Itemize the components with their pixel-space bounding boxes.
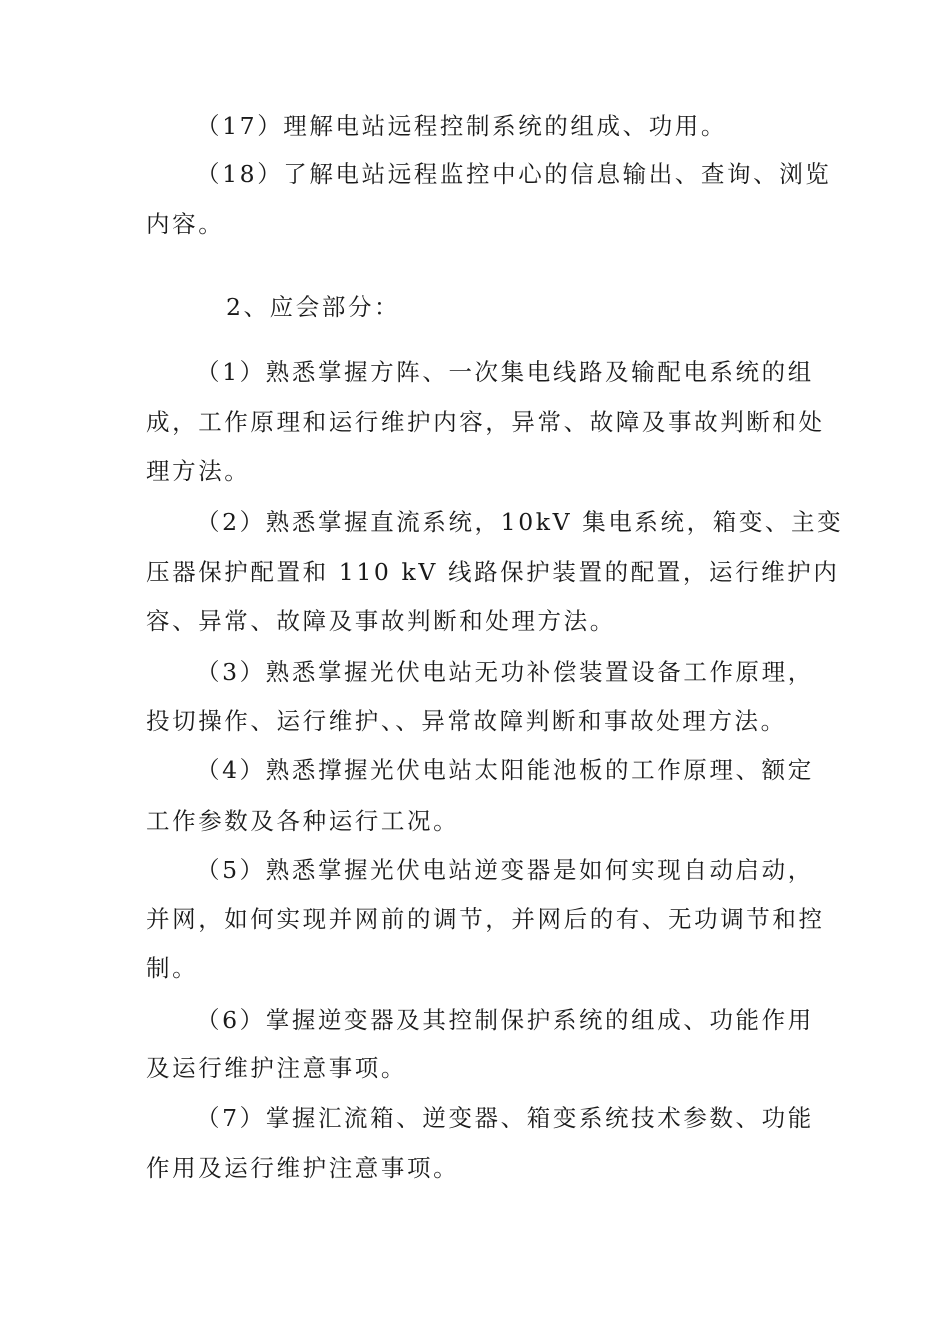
item-4-line-1: （4）熟悉撑握光伏电站太阳能池板的工作原理、额定 [196, 756, 814, 784]
item-5-line-2: 并网，如何实现并网前的调节，并网后的有、无功调节和控 [146, 905, 825, 933]
item-17-line-1: （17）理解电站远程控制系统的组成、功用。 [196, 112, 728, 140]
item-7-line-2: 作用及运行维护注意事项。 [146, 1154, 460, 1182]
item-2-line-3: 容、异常、故障及事故判断和处理方法。 [146, 607, 616, 635]
item-6-line-1: （6）掌握逆变器及其控制保护系统的组成、功能作用 [196, 1006, 814, 1034]
item-7-line-1: （7）掌握汇流箱、逆变器、箱变系统技术参数、功能 [196, 1104, 814, 1132]
item-1-line-2: 成，工作原理和运行维护内容，异常、故障及事故判断和处 [146, 408, 825, 436]
item-1-line-3: 理方法。 [146, 457, 251, 485]
item-5-line-3: 制。 [146, 954, 199, 982]
item-2-line-2: 压器保护配置和 110 kV 线路保护装置的配置，运行维护内 [146, 558, 840, 586]
item-4-line-2: 工作参数及各种运行工况。 [146, 807, 460, 835]
item-1-line-1: （1）熟悉掌握方阵、一次集电线路及输配电系统的组 [196, 358, 814, 386]
item-5-line-1: （5）熟悉掌握光伏电站逆变器是如何实现自动启动， [196, 856, 814, 884]
item-18-line-2: 内容。 [146, 210, 225, 238]
section-heading: 2、应会部分： [226, 293, 401, 321]
item-2-line-1: （2）熟悉掌握直流系统，10kV 集电系统，箱变、主变 [196, 508, 844, 536]
item-3-line-2: 投切操作、运行维护、、异常故障判断和事故处理方法。 [146, 707, 787, 735]
item-6-line-2: 及运行维护注意事项。 [146, 1054, 407, 1082]
item-3-line-1: （3）熟悉掌握光伏电站无功补偿装置设备工作原理， [196, 658, 814, 686]
item-18-line-1: （18）了解电站远程监控中心的信息输出、查询、浏览 [196, 160, 832, 188]
